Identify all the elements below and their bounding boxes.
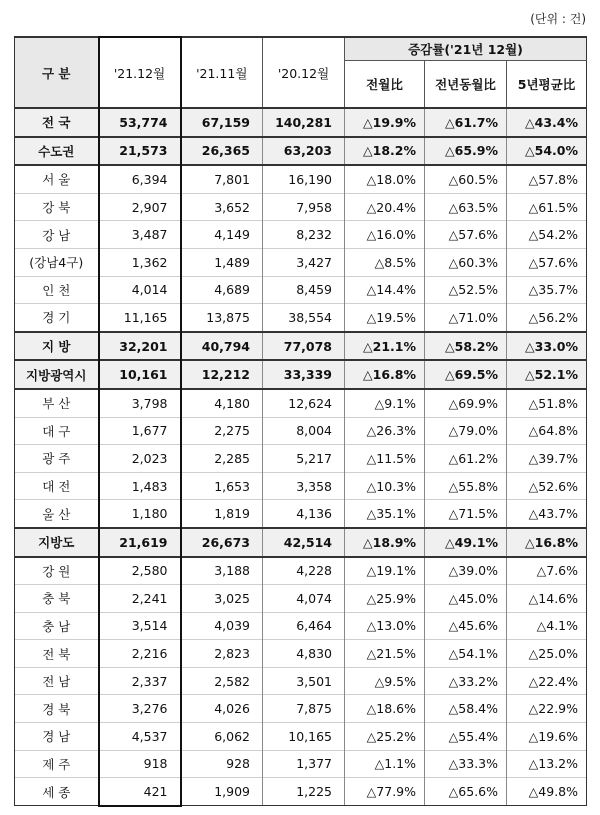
row-category: 부 산 [15,389,99,417]
cell-ratio-month: △13.0% [345,612,425,640]
cell-prev-month: 6,062 [181,723,263,751]
cell-prev-year: 33,339 [263,360,345,389]
cell-prev-year: 4,830 [263,640,345,668]
row-category: 지방광역시 [15,360,99,389]
table-row [15,640,587,668]
cell-ratio-year: △61.7% [425,108,507,137]
cell-ratio-year: △79.0% [425,417,507,445]
cell-ratio-month: △26.3% [345,417,425,445]
cell-prev-year: 63,203 [263,137,345,166]
cell-prev-year: 7,958 [263,193,345,221]
cell-prev-month: 1,489 [181,248,263,276]
header-period-current: '21.12월 [99,37,181,108]
cell-ratio-month: △8.5% [345,248,425,276]
table-row [15,137,587,166]
cell-prev-year: 77,078 [263,332,345,361]
cell-current-month: 11,165 [99,304,181,332]
cell-current-month: 1,483 [99,472,181,500]
cell-prev-year: 38,554 [263,304,345,332]
table-row [15,612,587,640]
row-category: 경 기 [15,304,99,332]
cell-prev-month: 2,582 [181,667,263,695]
cell-prev-month: 26,673 [181,528,263,557]
row-category: 경 북 [15,695,99,723]
table-row [15,723,587,751]
cell-ratio-5yr: △49.8% [507,778,587,806]
table-row [15,667,587,695]
cell-ratio-year: △52.5% [425,276,507,304]
table-row [15,389,587,417]
cell-current-month: 2,241 [99,585,181,613]
cell-prev-year: 5,217 [263,445,345,473]
table-row [15,695,587,723]
statistics-table [14,36,587,807]
cell-prev-month: 1,909 [181,778,263,806]
row-category: 지방도 [15,528,99,557]
cell-current-month: 53,774 [99,108,181,137]
cell-prev-year: 16,190 [263,165,345,193]
cell-ratio-month: △19.9% [345,108,425,137]
cell-prev-year: 12,624 [263,389,345,417]
table-row [15,360,587,389]
row-category: 인 천 [15,276,99,304]
cell-current-month: 21,619 [99,528,181,557]
cell-current-month: 3,514 [99,612,181,640]
cell-ratio-year: △33.2% [425,667,507,695]
cell-prev-month: 2,823 [181,640,263,668]
cell-current-month: 1,180 [99,500,181,528]
cell-ratio-year: △45.6% [425,612,507,640]
cell-ratio-year: △69.5% [425,360,507,389]
cell-ratio-year: △71.5% [425,500,507,528]
cell-prev-month: 1,819 [181,500,263,528]
cell-ratio-year: △33.3% [425,750,507,778]
table-row [15,585,587,613]
cell-prev-year: 8,232 [263,221,345,249]
cell-current-month: 21,573 [99,137,181,166]
cell-current-month: 2,337 [99,667,181,695]
table-row [15,417,587,445]
row-category: 세 종 [15,778,99,806]
row-category: 전 북 [15,640,99,668]
cell-current-month: 421 [99,778,181,806]
row-category: 강 남 [15,221,99,249]
cell-prev-month: 4,180 [181,389,263,417]
row-category: 강 원 [15,557,99,585]
cell-ratio-5yr: △35.7% [507,276,587,304]
cell-ratio-year: △54.1% [425,640,507,668]
cell-ratio-5yr: △22.9% [507,695,587,723]
cell-prev-year: 1,225 [263,778,345,806]
table-row [15,557,587,585]
cell-prev-year: 3,358 [263,472,345,500]
cell-ratio-5yr: △33.0% [507,332,587,361]
cell-ratio-month: △9.1% [345,389,425,417]
cell-prev-month: 4,039 [181,612,263,640]
table-row [15,248,587,276]
row-category: 충 남 [15,612,99,640]
header-change-group: 증감률('21년 12월) [345,37,587,61]
cell-ratio-5yr: △7.6% [507,557,587,585]
cell-prev-month: 12,212 [181,360,263,389]
cell-ratio-5yr: △14.6% [507,585,587,613]
row-category: 강 북 [15,193,99,221]
cell-ratio-month: △19.1% [345,557,425,585]
cell-ratio-month: △35.1% [345,500,425,528]
row-category: 전 남 [15,667,99,695]
cell-current-month: 1,677 [99,417,181,445]
cell-ratio-year: △69.9% [425,389,507,417]
cell-ratio-year: △58.4% [425,695,507,723]
cell-ratio-5yr: △19.6% [507,723,587,751]
cell-ratio-year: △45.0% [425,585,507,613]
cell-prev-month: 3,652 [181,193,263,221]
table-body [15,108,587,806]
cell-ratio-month: △18.2% [345,137,425,166]
row-category: 지 방 [15,332,99,361]
cell-current-month: 2,216 [99,640,181,668]
cell-prev-year: 6,464 [263,612,345,640]
cell-prev-month: 40,794 [181,332,263,361]
cell-ratio-month: △1.1% [345,750,425,778]
cell-current-month: 1,362 [99,248,181,276]
cell-ratio-month: △21.1% [345,332,425,361]
cell-ratio-year: △55.8% [425,472,507,500]
unit-label: (단위 : 건) [530,12,586,26]
cell-prev-month: 4,689 [181,276,263,304]
header-period-prev-year: '20.12월 [263,37,345,108]
cell-current-month: 2,023 [99,445,181,473]
cell-ratio-5yr: △54.0% [507,137,587,166]
cell-prev-month: 7,801 [181,165,263,193]
cell-prev-year: 3,427 [263,248,345,276]
cell-ratio-month: △25.9% [345,585,425,613]
cell-ratio-5yr: △39.7% [507,445,587,473]
row-category: 울 산 [15,500,99,528]
table-header [15,37,587,108]
table-row [15,500,587,528]
table-row [15,472,587,500]
cell-current-month: 10,161 [99,360,181,389]
table-row [15,165,587,193]
cell-ratio-5yr: △43.4% [507,108,587,137]
cell-ratio-5yr: △61.5% [507,193,587,221]
cell-ratio-month: △25.2% [345,723,425,751]
cell-ratio-5yr: △52.1% [507,360,587,389]
cell-prev-year: 42,514 [263,528,345,557]
cell-ratio-5yr: △4.1% [507,612,587,640]
row-category: (강남4구) [15,248,99,276]
cell-ratio-month: △11.5% [345,445,425,473]
cell-ratio-5yr: △22.4% [507,667,587,695]
cell-ratio-5yr: △57.8% [507,165,587,193]
cell-current-month: 918 [99,750,181,778]
header-ratio-5yr: 5년평균比 [507,61,587,109]
cell-prev-year: 140,281 [263,108,345,137]
cell-ratio-year: △63.5% [425,193,507,221]
cell-prev-month: 2,285 [181,445,263,473]
cell-current-month: 2,907 [99,193,181,221]
cell-prev-year: 8,004 [263,417,345,445]
cell-prev-month: 4,149 [181,221,263,249]
cell-prev-month: 2,275 [181,417,263,445]
cell-prev-year: 4,228 [263,557,345,585]
table-row [15,193,587,221]
cell-current-month: 3,798 [99,389,181,417]
cell-current-month: 3,276 [99,695,181,723]
row-category: 서 울 [15,165,99,193]
cell-prev-year: 8,459 [263,276,345,304]
cell-ratio-5yr: △57.6% [507,248,587,276]
row-category: 제 주 [15,750,99,778]
cell-prev-month: 26,365 [181,137,263,166]
cell-ratio-year: △65.6% [425,778,507,806]
cell-ratio-year: △61.2% [425,445,507,473]
header-ratio-month: 전월比 [345,61,425,109]
cell-current-month: 3,487 [99,221,181,249]
cell-ratio-month: △18.0% [345,165,425,193]
cell-prev-month: 3,025 [181,585,263,613]
table-row [15,750,587,778]
cell-ratio-5yr: △16.8% [507,528,587,557]
cell-ratio-month: △16.8% [345,360,425,389]
cell-ratio-5yr: △56.2% [507,304,587,332]
cell-ratio-5yr: △54.2% [507,221,587,249]
cell-prev-year: 1,377 [263,750,345,778]
cell-ratio-year: △39.0% [425,557,507,585]
cell-current-month: 2,580 [99,557,181,585]
cell-ratio-month: △19.5% [345,304,425,332]
cell-prev-year: 4,074 [263,585,345,613]
row-category: 경 남 [15,723,99,751]
cell-ratio-5yr: △25.0% [507,640,587,668]
cell-ratio-year: △71.0% [425,304,507,332]
header-category: 구 분 [15,37,99,108]
cell-ratio-5yr: △51.8% [507,389,587,417]
cell-ratio-month: △20.4% [345,193,425,221]
table-row [15,276,587,304]
table-row [15,445,587,473]
cell-prev-month: 928 [181,750,263,778]
row-category: 대 구 [15,417,99,445]
cell-ratio-year: △49.1% [425,528,507,557]
table-row [15,304,587,332]
cell-ratio-month: △9.5% [345,667,425,695]
cell-prev-year: 3,501 [263,667,345,695]
cell-ratio-month: △18.6% [345,695,425,723]
cell-ratio-5yr: △64.8% [507,417,587,445]
cell-ratio-year: △57.6% [425,221,507,249]
table-row [15,221,587,249]
row-category: 충 북 [15,585,99,613]
cell-ratio-month: △77.9% [345,778,425,806]
cell-current-month: 6,394 [99,165,181,193]
cell-prev-year: 10,165 [263,723,345,751]
cell-prev-month: 1,653 [181,472,263,500]
cell-ratio-year: △65.9% [425,137,507,166]
cell-ratio-month: △18.9% [345,528,425,557]
cell-ratio-month: △21.5% [345,640,425,668]
row-category: 대 전 [15,472,99,500]
cell-prev-year: 7,875 [263,695,345,723]
table-row [15,108,587,137]
cell-ratio-month: △16.0% [345,221,425,249]
cell-current-month: 4,014 [99,276,181,304]
cell-ratio-year: △58.2% [425,332,507,361]
header-period-prev-month: '21.11월 [181,37,263,108]
cell-ratio-month: △10.3% [345,472,425,500]
cell-prev-month: 4,026 [181,695,263,723]
cell-prev-month: 67,159 [181,108,263,137]
table-row [15,332,587,361]
cell-ratio-year: △55.4% [425,723,507,751]
cell-ratio-5yr: △52.6% [507,472,587,500]
cell-ratio-year: △60.5% [425,165,507,193]
cell-ratio-month: △14.4% [345,276,425,304]
table-row [15,778,587,806]
cell-ratio-5yr: △13.2% [507,750,587,778]
row-category: 전 국 [15,108,99,137]
row-category: 수도권 [15,137,99,166]
cell-current-month: 32,201 [99,332,181,361]
cell-prev-month: 3,188 [181,557,263,585]
cell-ratio-year: △60.3% [425,248,507,276]
header-ratio-year: 전년동월比 [425,61,507,109]
cell-ratio-5yr: △43.7% [507,500,587,528]
cell-current-month: 4,537 [99,723,181,751]
row-category: 광 주 [15,445,99,473]
table-row [15,528,587,557]
cell-prev-month: 13,875 [181,304,263,332]
cell-prev-year: 4,136 [263,500,345,528]
